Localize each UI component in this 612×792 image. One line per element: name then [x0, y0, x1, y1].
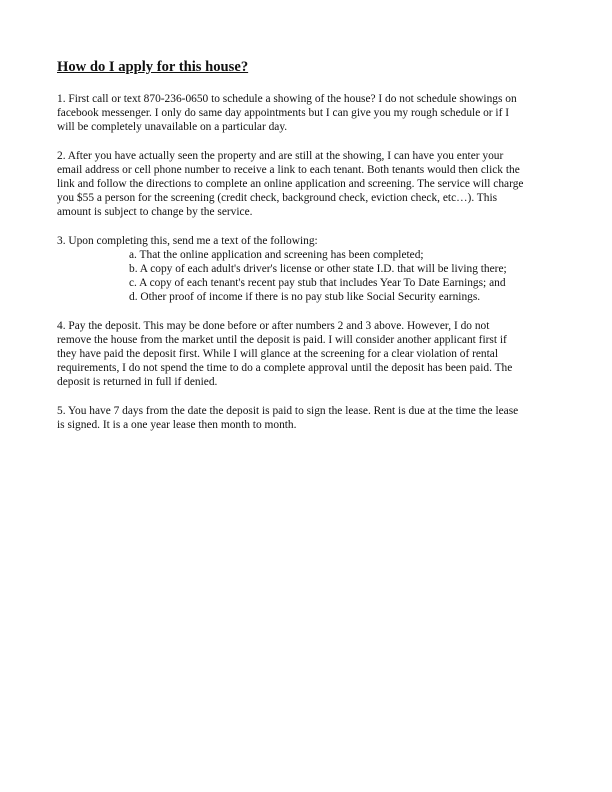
paragraph-step-1: 1. First call or text 870-236-0650 to schedule a showing of the house? I do not schedule showings on facebook messenger. I only do same day appointments but I can give you my rough schedule or if I will be completely unavailable on a particular day.	[57, 93, 517, 134]
list-item: c. A copy of each tenant's recent pay stub that includes Year To Date Earnings; and	[129, 277, 506, 290]
paragraph-step-2: 2. After you have actually seen the property and are still at the showing, I can have you enter your email address or cell phone number to receive a link to each tenant. Both tenants would then click the link and follow the directions to complete an online application and screening. The service will charge you $55 a person for the screening (credit check, background check, eviction check, etc…). This amount is subject to change by the service.	[57, 149, 524, 219]
paragraph-step-5: 5. You have 7 days from the date the deposit is paid to sign the lease. Rent is due at the time the lease is signed. It is a one year lease then month to month.	[57, 404, 519, 431]
list-item: a. That the online application and screening has been completed;	[129, 248, 424, 261]
paragraph-step-3: 3. Upon completing this, send me a text of the following:	[57, 234, 318, 247]
page-title: How do I apply for this house?	[57, 59, 249, 75]
list-item: d. Other proof of income if there is no pay stub like Social Security earnings.	[129, 291, 481, 304]
document-body	[57, 58, 557, 446]
required-items-list	[57, 248, 557, 305]
paragraph-step-4: 4. Pay the deposit. This may be done before or after numbers 2 and 3 above. However, I do not remove the house from the market until the deposit is paid. I will consider another applicant first if they have paid the deposit first. While I will glance at the screening for a clear violation of rental requirements, I do not spend the time to do a complete approval until the deposit has been paid. The deposit is returned in full if denied.	[57, 319, 513, 389]
list-item: b. A copy of each adult's driver's license or other state I.D. that will be living there;	[129, 263, 507, 276]
